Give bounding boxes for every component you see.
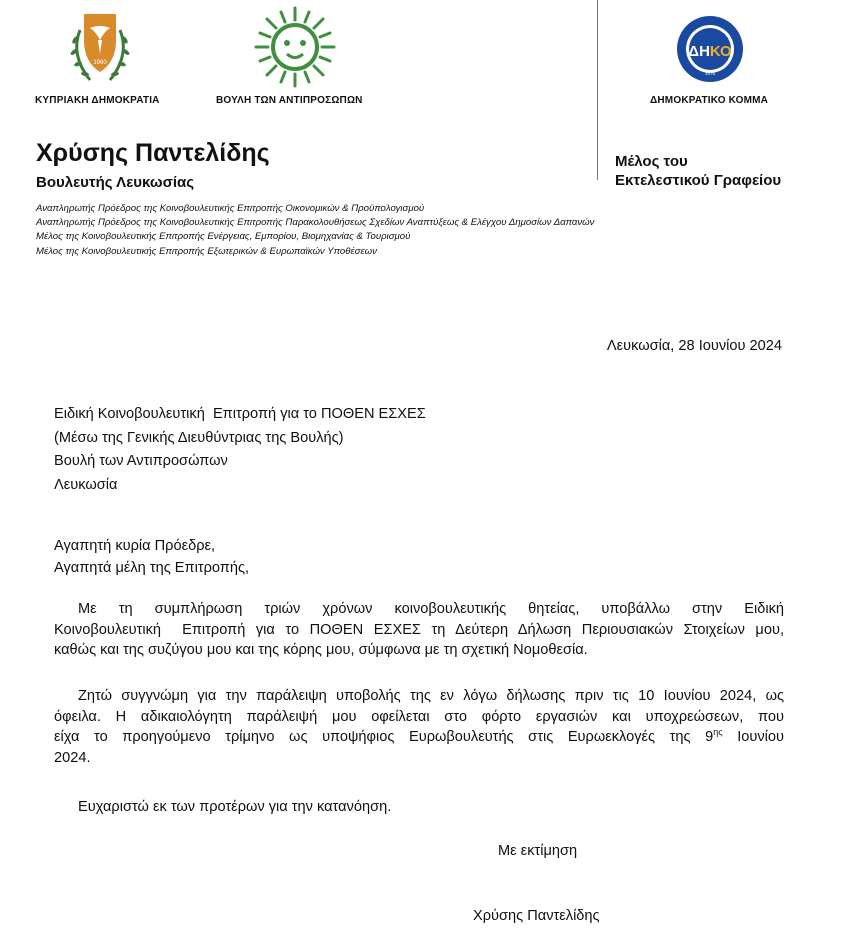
paragraph-line: Ζητώ συγγνώμη για την παράλειψη υποβολής της εν λόγω δήλωσης πριν τις 10 Ιουνίου 2024, ως (78, 688, 784, 704)
salutation (54, 536, 249, 579)
salutation-line: Αγαπητή κυρία Πρόεδρε, (54, 538, 216, 554)
svg-text:1960: 1960 (93, 60, 107, 66)
signature-name: Χρύσης Παντελίδης (473, 908, 600, 924)
paragraph-line: όφειλα. Η αδικαιολόγητη παράλειψή μου οφείλεται στο φόρτο εργασιών και υποχρεώσεων, που (54, 708, 784, 725)
paragraph-line: 2024. (54, 749, 91, 766)
recipient-line: Βουλή των Αντιπροσώπων (54, 453, 228, 469)
recipient-line: Λευκωσία (54, 476, 118, 493)
sender-name: Χρύσης Παντελίδης (36, 139, 270, 167)
party-caption: ΔΗΜΟΚΡΑΤΙΚΟ ΚΟΜΜΑ (650, 95, 769, 106)
ordinal-superscript: ης (713, 727, 723, 738)
paragraph-2 (54, 686, 784, 768)
thanks-line: Ευχαριστώ εκ των προτέρων για την κατανόηση. (78, 799, 392, 815)
role-line: Μέλος της Κοινοβουλευτικής Επιτροπής Ενέργειας, Εμπορίου, Βιομηχανίας & Τουρισμού (36, 231, 411, 243)
closing: Με εκτίμηση (498, 843, 578, 859)
role-line: Αναπληρωτής Πρόεδρος της Κοινοβουλευτικής Επιτροπής Παρακολουθήσεως Σχεδίων Αναπτύξεως & Ελέγχου Δημοσίων Δαπανών (36, 217, 595, 229)
recipient-line: Ειδική Κοινοβουλευτική Επιτροπή για το ΠΟΘΕΝ ΕΣΧΕΣ (54, 406, 426, 422)
header-divider (597, 0, 598, 180)
paragraph-line: καθώς και της συζύγου μου και της κόρης μου, σύμφωνα με τη σχετική Νομοθεσία. (54, 642, 588, 658)
parliament-caption: ΒΟΥΛΗ ΤΩΝ ΑΝΤΙΠΡΟΣΩΠΩΝ (216, 95, 363, 106)
party-role-line2: Εκτελεστικού Γραφείου (615, 172, 782, 189)
paragraph-1 (54, 599, 784, 661)
svg-text:ΔΗΚΟ: ΔΗΚΟ (688, 43, 732, 60)
letter-date: Λευκωσία, 28 Ιουνίου 2024 (606, 338, 782, 354)
recipient-address (54, 403, 426, 497)
committee-roles (36, 202, 594, 259)
salutation-line: Αγαπητά μέλη της Επιτροπής, (54, 559, 250, 576)
svg-text:1976: 1976 (704, 71, 716, 76)
cyprus-republic-caption: ΚΥΠΡΙΑΚΗ ΔΗΜΟΚΡΑΤΙΑ (35, 95, 160, 106)
party-role (615, 152, 781, 190)
recipient-line: (Μέσω της Γενικής Διευθύντριας της Βουλής) (54, 429, 344, 446)
paragraph-line: Με τη συμπλήρωση τριών χρόνων κοινοβουλευτικής θητείας, υποβάλλω στην Ειδική (78, 601, 784, 617)
party-role-line1: Μέλος του (615, 153, 688, 170)
cyprus-coat-of-arms-icon (60, 10, 140, 88)
paragraph-line: είχα το προηγούμενο τρίμηνο ως υποψήφιος Ευρωβουλευτής στις Ευρωεκλογές της $9^{\eta\varsigma}$ Ιουνίου (54, 727, 785, 745)
parliament-sun-emblem-icon (254, 6, 336, 88)
role-line: Αναπληρωτής Πρόεδρος της Κοινοβουλευτικής Επιτροπής Οικονομικών & Προϋπολογισμού (36, 203, 425, 214)
diko-party-logo (675, 14, 745, 84)
paragraph-line: Κοινοβουλευτική Επιτροπή για το ΠΟΘΕΝ ΕΣΧΕΣ τη Δεύτερη Δήλωση Περιουσιακών Στοιχείων μου, (54, 621, 784, 638)
cyprus-coat-of-arms-logo (60, 10, 140, 88)
sender-title: Βουλευτής Λευκωσίας (36, 174, 195, 191)
diko-party-logo-icon (675, 14, 745, 84)
parliament-emblem-logo (254, 6, 336, 88)
role-line: Μέλος της Κοινοβουλευτικής Επιτροπής Εξωτερικών & Ευρωπαϊκών Υποθέσεων (36, 245, 377, 257)
